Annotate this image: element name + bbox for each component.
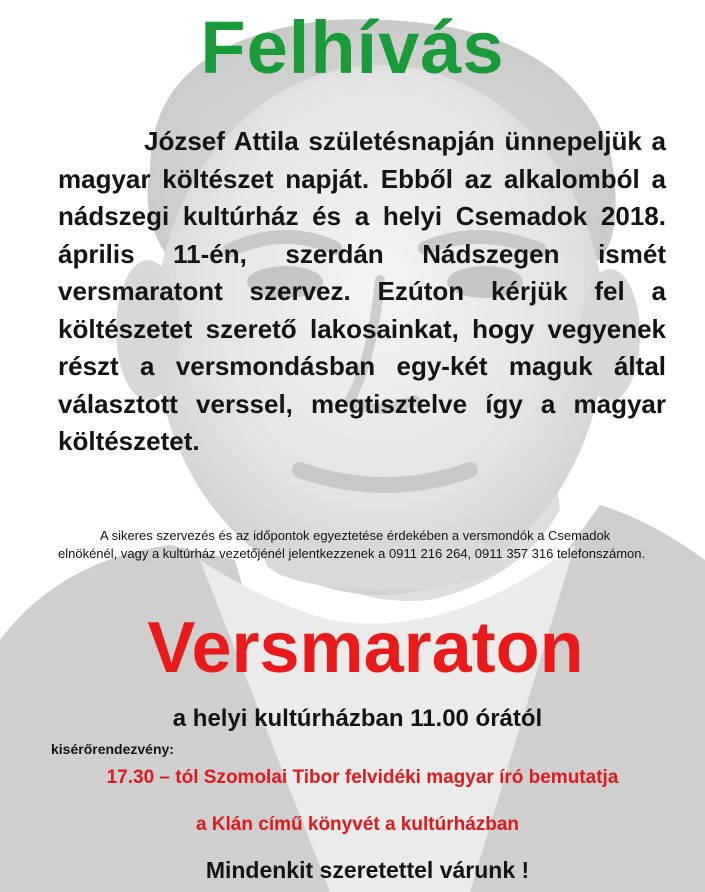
poster-title: Felhívás bbox=[200, 6, 505, 89]
intro-paragraph: József Attila születésnapján ünnepeljük a magyar költészet napját. Ebből az alkalomból a nádszegi kultúrház és a helyi Csemadok 2018. április 11-én, szerdán Nádszegen ismét versmaratont szervez. Ezúton kérjük fel a költészetet szerető lakosainkat, hogy vegyenek részt a versmondásban egy-két maguk által választott verssel, megtisztelve így a magyar költészetet. bbox=[58, 126, 666, 456]
event-venue-time: a helyi kultúrházban 11.00 órától bbox=[172, 705, 543, 732]
closing-greeting: Mindenkit szeretettel várunk ! bbox=[205, 857, 530, 883]
registration-note: A sikeres szervezés és az időpontok egyeztetése érdekében a versmondók a Csemadok elnökénél, vagy a kultúrház vezetőjénél jelentkezzenek a 0911 216 264, 0911 357 316 telefonszámon. bbox=[58, 528, 646, 561]
side-event-line-1: 17.30 – tól Szomolai Tibor felvidéki magyar író bemutatja bbox=[106, 767, 619, 788]
side-event-label: kisérőrendezvény: bbox=[51, 741, 174, 757]
side-event-line-2: a Klán című könyvét a kultúrházban bbox=[195, 814, 520, 835]
event-title: Versmaraton bbox=[147, 608, 584, 688]
